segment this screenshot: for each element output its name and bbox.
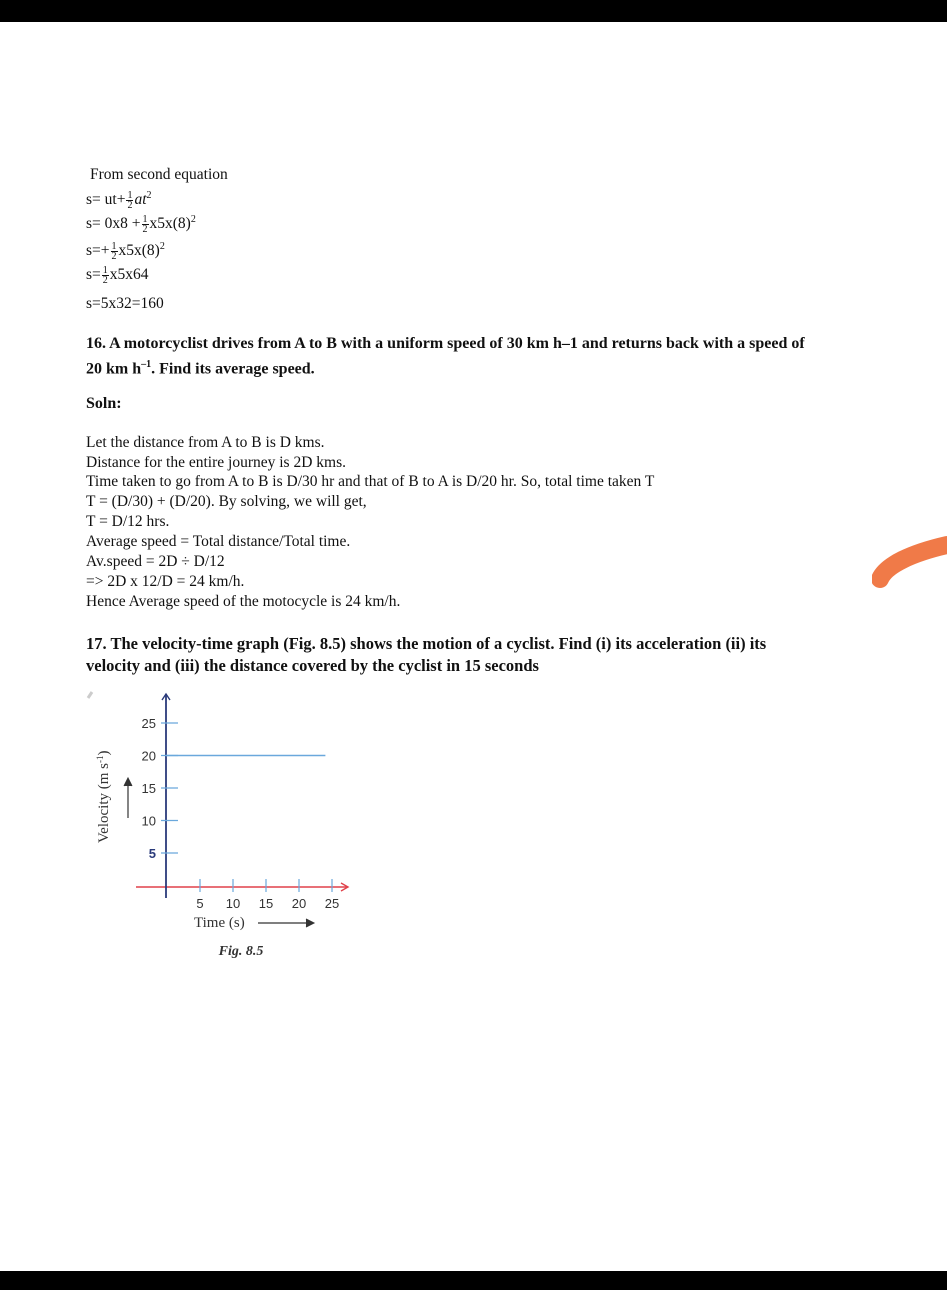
solution-line: Hence Average speed of the motocycle is 24 km/h.	[86, 593, 401, 610]
eq1-fraction	[126, 191, 133, 210]
q16-line2-sup: –1	[141, 359, 152, 370]
q16-line2-text: 20 km h	[86, 360, 142, 378]
equation-line-1	[86, 187, 152, 210]
solution-line: Av.speed = 2D ÷ D/12	[86, 553, 225, 570]
x-label-arrow-head	[306, 919, 314, 927]
velocity-time-chart-svg	[82, 688, 372, 963]
eq4-fraction	[102, 266, 109, 285]
eq3-prefix: s=+	[86, 242, 110, 260]
y-axis-label-close: )	[96, 750, 112, 756]
velocity-time-graph	[82, 688, 372, 963]
eq2-rest: x5x(8)	[149, 215, 191, 233]
x-tick-label: 5	[196, 896, 204, 911]
solution-label: Soln:	[86, 395, 122, 412]
eq4-frac-den: 2	[102, 275, 108, 286]
equation-line-4	[86, 266, 149, 285]
figure-caption: Fig. 8.5	[218, 944, 264, 959]
question-16-line-1: 16. A motorcyclist drives from A to B with a uniform speed of 30 km h–1 and returns back with a speed of	[86, 335, 805, 352]
eq3-rest: x5x(8)	[118, 242, 160, 260]
eq3-fraction	[111, 242, 118, 261]
eq1-prefix: s= ut+	[86, 191, 126, 209]
y-tick-label: 20	[141, 748, 156, 764]
question-17-line-2: velocity and (iii) the distance covered by the cyclist in 15 seconds	[86, 656, 539, 675]
eq4-rest: x5x64	[109, 266, 149, 284]
corner-mark	[88, 692, 92, 698]
y-axis-label: Velocity (m $s^{-1}$)	[95, 750, 112, 843]
equation-intro: From second equation	[90, 166, 228, 183]
eq1-frac-num: 1	[127, 190, 133, 202]
question-17	[86, 633, 886, 677]
highlight-stroke-icon	[872, 535, 947, 595]
solution-line: => 2D x 12/D = 24 km/h.	[86, 573, 245, 590]
x-tick-label: 20	[291, 896, 307, 911]
eq2-sup: 2	[190, 214, 196, 225]
x-axis-label: Time (s)	[194, 915, 245, 931]
solution-line: Distance for the entire journey is 2D kms.	[86, 454, 346, 471]
eq3-frac-num: 1	[111, 241, 117, 253]
y-tick-label: 10	[141, 813, 156, 829]
q16-line2-rest: . Find its average speed.	[151, 360, 315, 378]
y-label-arrow-head	[124, 778, 132, 786]
eq1-rest: at	[134, 191, 147, 209]
question-17-line-1: 17. The velocity-time graph (Fig. 8.5) shows the motion of a cyclist. Find (i) its acceleration (ii) its	[86, 634, 767, 653]
y-axis-label-sup: -1	[95, 755, 105, 763]
eq4-prefix: s=	[86, 266, 101, 284]
eq4-frac-num: 1	[102, 265, 108, 276]
solution-line: Time taken to go from A to B is D/30 hr and that of B to A is D/20 hr. So, total time taken T	[86, 473, 655, 490]
navigation-bar	[0, 1271, 947, 1290]
x-tick-label: 10	[225, 896, 241, 911]
solution-line: Average speed = Total distance/Total time.	[86, 533, 351, 550]
eq3-sup: 2	[159, 241, 165, 252]
x-tick-label: 25	[324, 896, 340, 911]
question-16-line-2	[86, 354, 886, 379]
equation-line-2	[86, 211, 196, 234]
eq1-sup: 2	[146, 190, 152, 201]
y-tick-label: 25	[141, 716, 156, 731]
eq2-fraction	[142, 215, 149, 234]
eq2-frac-num: 1	[142, 214, 148, 226]
x-tick-label: 15	[258, 896, 274, 911]
solution-line: T = (D/30) + (D/20). By solving, we will get,	[86, 493, 367, 510]
eq2-prefix: s= 0x8 +	[86, 215, 141, 233]
solution-line: T = D/12 hrs.	[86, 513, 170, 530]
eq2-frac-den: 2	[142, 224, 148, 236]
solution-line: Let the distance from A to B is D kms.	[86, 434, 325, 451]
status-bar	[0, 0, 947, 22]
eq3-frac-den: 2	[111, 251, 117, 263]
equation-line-3	[86, 238, 165, 261]
highlight-mark	[872, 535, 947, 595]
eq1-frac-den: 2	[127, 200, 133, 212]
y-tick-label: 5	[148, 846, 156, 861]
question-16	[86, 333, 886, 379]
y-tick-label: 15	[141, 781, 156, 796]
equation-line-5: s=5x32=160	[86, 295, 164, 312]
